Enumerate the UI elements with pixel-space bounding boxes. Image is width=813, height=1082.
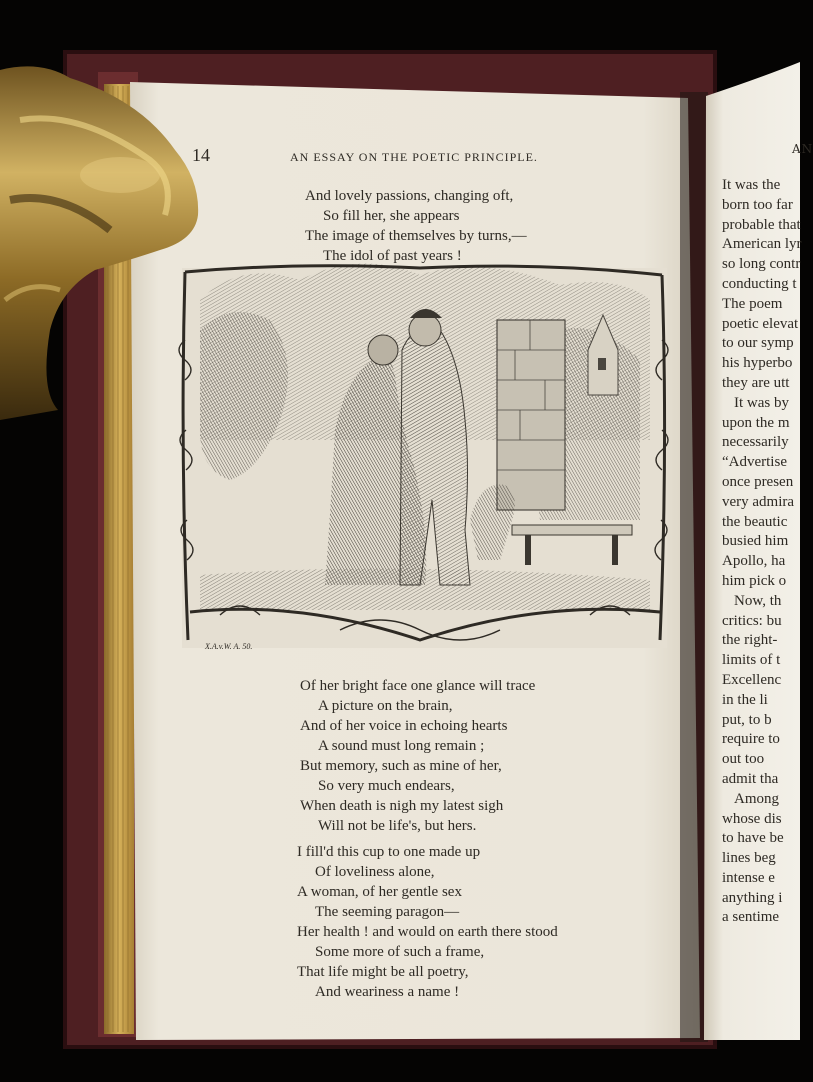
right-page-line: poetic elevat [722,315,799,332]
right-page-line: intense e [722,869,775,886]
poem-line: The image of themselves by turns,— [305,228,527,244]
right-page-line: anything i [722,889,783,906]
page-number: 14 [192,145,210,165]
poem-stanza-3 [297,842,558,1002]
poem-line: When death is nigh my latest sigh [300,798,504,814]
poem-line: Her health ! and would on earth there stood [297,924,558,940]
right-page-line: Excellenc [722,671,782,688]
poem-line: A sound must long remain ; [318,738,485,754]
right-page-line: whose dis [722,810,782,827]
poem-line: Of her bright face one glance will trace [300,678,536,694]
right-page-line: conducting t [722,275,797,292]
poem-stanza-1 [305,186,527,266]
right-page-line: American lyr [722,236,802,253]
poem-line: Some more of such a frame, [315,944,485,960]
right-page-line: to have be [722,830,784,847]
right-page-line: necessarily [722,434,789,451]
right-page-line: his hyperbo [722,355,793,372]
poem-line: That life might be all poetry, [297,964,469,980]
right-page-line: Now, th [734,592,782,609]
poem-line: The seeming paragon— [315,904,460,920]
poem-line: Of loveliness alone, [315,864,435,880]
right-page-line: “Advertise [722,454,787,471]
right-page-line: once presen [722,473,794,490]
right-page-line: admit tha [722,770,779,787]
right-page-line: critics: bu [722,612,782,629]
right-page-line: busied him [722,533,789,550]
poem-line: And weariness a name ! [315,984,460,1000]
right-page-line: It was by [734,394,789,411]
right-page-lines [722,176,802,928]
poem-line: And lovely passions, changing oft, [305,188,514,204]
poem-line: But memory, such as mine of her, [300,758,502,774]
right-page-line: upon the m [722,414,790,431]
running-head: AN ESSAY ON THE POETIC PRINCIPLE. [290,150,538,164]
right-page-line: the right- [722,632,778,649]
engraving-illustration [179,264,668,648]
poem-line: So fill her, she appears [323,208,460,224]
poem-line: I fill'd this cup to one made up [297,844,481,860]
poem-line: And of her voice in echoing hearts [300,718,508,734]
right-page-line: put, to b [722,711,772,728]
right-page-line: very admira [722,493,795,510]
right-page-line: limits of t [722,652,781,669]
right-page-line: him pick o [722,572,787,589]
right-page-line: the beautic [722,513,788,530]
poem-line: Will not be life's, but hers. [318,818,477,834]
right-page-line: Apollo, ha [722,553,786,570]
poem-stanza-2 [300,676,535,836]
right-page-line: The poem [722,295,783,312]
right-page-line: to our symp [722,335,794,352]
right-page-line: a sentime [722,909,780,926]
right-page-line: born too far [722,196,793,213]
right-page-line: Among [734,790,779,807]
right-page-line: require to [722,731,780,748]
poem-line: So very much endears, [318,778,455,794]
right-page-line: It was the [722,177,781,193]
poem-line: A picture on the brain, [318,698,453,714]
right-page-content [708,118,813,1018]
engraver-signature: X.A.v.W. A. 50. [205,642,253,651]
right-page-line: they are utt [722,374,790,391]
right-page-line: in the li [722,691,768,708]
right-running-head: AN [792,142,813,156]
right-page-line: so long contr [722,256,801,273]
poem-line: The idol of past years ! [323,248,462,264]
right-page-line: lines beg [722,850,776,867]
right-page-line: probable that [722,216,801,233]
right-page-line: out too [722,751,765,768]
poem-line: A woman, of her gentle sex [297,884,462,900]
